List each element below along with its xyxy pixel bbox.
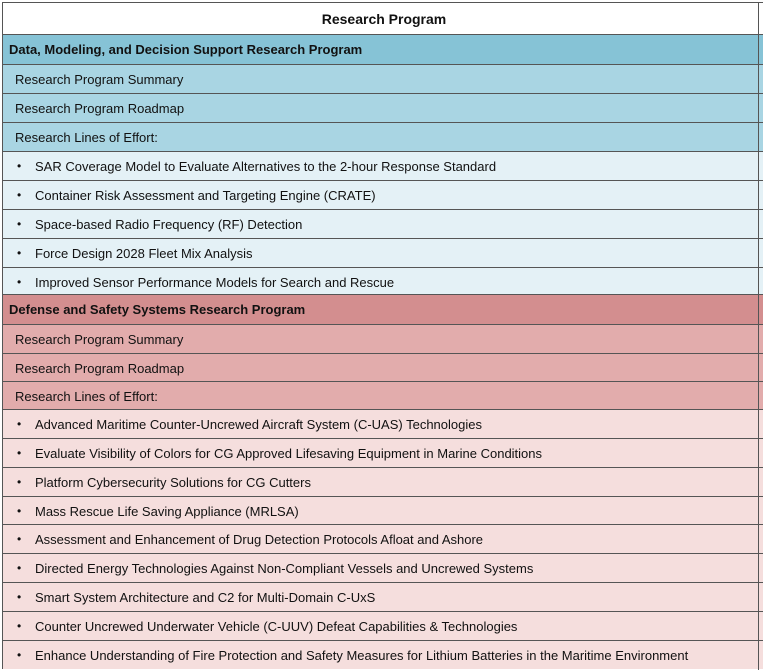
program-roadmap-link[interactable] [2, 353, 763, 382]
table-header-title: Research Program [321, 10, 447, 27]
table-right-border [758, 2, 759, 670]
list-item-label[interactable]: Container Risk Assessment and Targeting Engine (CRATE) [35, 187, 376, 203]
lines-of-effort-label: Research Lines of Effort: [15, 388, 158, 404]
list-item[interactable] [2, 151, 763, 180]
lines-of-effort-heading [2, 381, 763, 410]
bullet-icon: • [17, 159, 22, 173]
list-item[interactable] [2, 582, 763, 611]
list-item[interactable] [2, 524, 763, 553]
table-header [2, 2, 763, 34]
bullet-icon: • [17, 504, 22, 518]
program-heading-defense-safety [2, 294, 763, 324]
list-item[interactable] [2, 611, 763, 640]
list-item-label[interactable]: Assessment and Enhancement of Drug Detection Protocols Afloat and Ashore [35, 531, 484, 547]
list-item-label[interactable]: Space-based Radio Frequency (RF) Detection [35, 216, 303, 232]
list-item[interactable] [2, 267, 763, 296]
list-item-label[interactable]: Platform Cybersecurity Solutions for CG Cutters [35, 474, 311, 490]
program-title: Data, Modeling, and Decision Support Research Program [9, 42, 363, 57]
bullet-icon: • [17, 417, 22, 431]
list-item[interactable] [2, 467, 763, 496]
list-item-label[interactable]: Mass Rescue Life Saving Appliance (MRLSA) [35, 503, 299, 519]
list-item[interactable] [2, 409, 763, 438]
bullet-icon: • [17, 217, 22, 231]
list-item-label[interactable]: Directed Energy Technologies Against Non-Compliant Vessels and Uncrewed Systems [35, 560, 534, 576]
list-item[interactable] [2, 238, 763, 267]
list-item-label[interactable]: Force Design 2028 Fleet Mix Analysis [35, 245, 253, 261]
lines-of-effort-label: Research Lines of Effort: [15, 129, 158, 145]
bullet-icon: • [17, 619, 22, 633]
list-item[interactable] [2, 180, 763, 209]
program-summary-label[interactable]: Research Program Summary [15, 331, 184, 347]
bullet-icon: • [17, 275, 22, 289]
list-item[interactable] [2, 438, 763, 467]
program-title: Defense and Safety Systems Research Program [9, 302, 306, 317]
bullet-icon: • [17, 590, 22, 604]
bullet-icon: • [17, 246, 22, 260]
list-item-label[interactable]: Counter Uncrewed Underwater Vehicle (C-UUV) Defeat Capabilities & Technologies [35, 618, 518, 634]
program-summary-label[interactable]: Research Program Summary [15, 71, 184, 87]
list-item[interactable] [2, 496, 763, 525]
list-item[interactable] [2, 640, 763, 669]
list-item-label[interactable]: SAR Coverage Model to Evaluate Alternatives to the 2-hour Response Standard [35, 158, 497, 174]
program-roadmap-link[interactable] [2, 93, 763, 122]
program-roadmap-label[interactable]: Research Program Roadmap [15, 100, 185, 116]
bullet-icon: • [17, 532, 22, 546]
program-heading-data-modeling [2, 34, 763, 64]
bullet-icon: • [17, 446, 22, 460]
bullet-icon: • [17, 475, 22, 489]
list-item-label[interactable]: Enhance Understanding of Fire Protection and Safety Measures for Lithium Batteries in the Maritime Environment [35, 647, 689, 663]
list-item[interactable] [2, 209, 763, 238]
list-item[interactable] [2, 553, 763, 582]
list-item-label[interactable]: Evaluate Visibility of Colors for CG Approved Lifesaving Equipment in Marine Conditions [35, 445, 543, 461]
bullet-icon: • [17, 648, 22, 662]
program-summary-link[interactable] [2, 324, 763, 353]
program-roadmap-label[interactable]: Research Program Roadmap [15, 360, 185, 376]
lines-of-effort-heading [2, 122, 763, 151]
program-summary-link[interactable] [2, 64, 763, 93]
list-item-label[interactable]: Improved Sensor Performance Models for Search and Rescue [35, 274, 395, 290]
list-item-label[interactable]: Advanced Maritime Counter-Uncrewed Aircraft System (C-UAS) Technologies [35, 416, 482, 432]
bullet-icon: • [17, 561, 22, 575]
bullet-icon: • [17, 188, 22, 202]
list-item-label[interactable]: Smart System Architecture and C2 for Multi-Domain C-UxS [35, 589, 376, 605]
